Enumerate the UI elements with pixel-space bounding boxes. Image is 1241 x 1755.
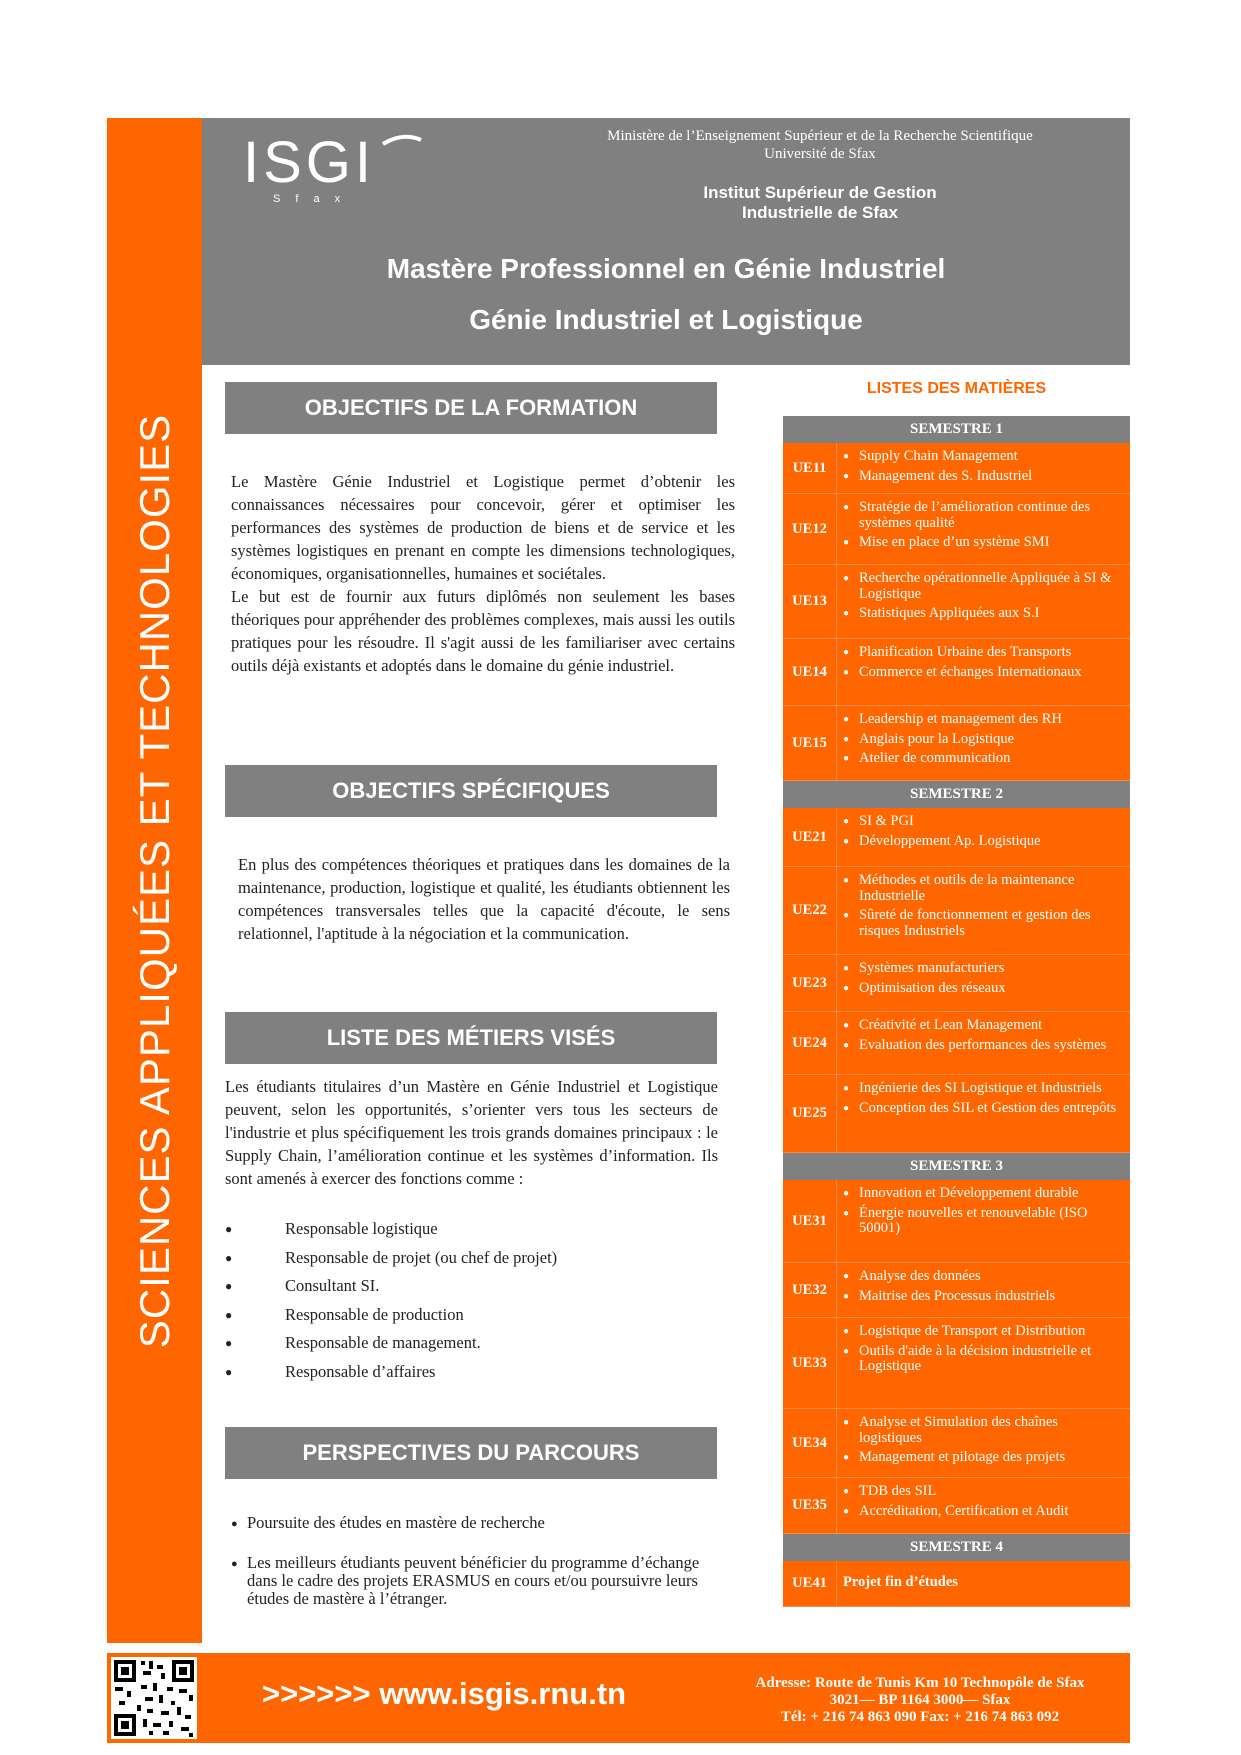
qr-code-icon[interactable] (111, 1657, 197, 1739)
institute-line1: Institut Supérieur de Gestion (703, 183, 937, 202)
program-title: Mastère Professionnel en Génie Industriel (386, 253, 946, 284)
ue-item: ● TDB des SIL (843, 1484, 1124, 1500)
ue-item: ● Recherche opérationnelle Appliquée à SI & Logistique (843, 571, 1124, 602)
ue-row (783, 443, 1130, 494)
specifiques-paragraph: En plus des compétences théoriques et pratiques dans les domaines de la maintenance, production, logistique et qualité, les étudiants obtiennent les compétences transversales telles que la capacité d'écoute, le sens relationnel, l'aptitude à la négociation et la communication. (238, 855, 730, 943)
ue-code: UE24 (783, 1012, 837, 1074)
semestre-header: SEMESTRE 3 (783, 1153, 1130, 1180)
ue-item: ● Accréditation, Certification et Audit (843, 1504, 1124, 1520)
ue-item: ● Planification Urbaine des Transports (843, 645, 1124, 661)
ue-row (783, 1478, 1130, 1534)
ue-items (837, 808, 1130, 866)
ministry-name: Ministère de l’Enseignement Supérieur et de la Recherche Scientifique (607, 128, 1033, 144)
ue-items (837, 1561, 1130, 1606)
address-line1: Adresse: Route de Tunis Km 10 Technopôle de Sfax (755, 1675, 1085, 1691)
ue-item: ● Conception des SIL et Gestion des entrepôts (843, 1101, 1124, 1117)
ue-code: UE12 (783, 494, 837, 564)
address-line2: 3021— BP 1164 3000— Sfax (829, 1692, 1011, 1708)
ue-item: ● Stratégie de l’amélioration continue des systèmes qualité (843, 500, 1124, 531)
ue-item: ● Mise en place d’un système SMI (843, 535, 1124, 551)
ue-row (783, 867, 1130, 955)
ue-code: UE23 (783, 955, 837, 1011)
side-title: SCIENCES APPLIQUÉES ET TECHNOLOGIES (130, 413, 178, 1348)
list-item: ● Responsable logistique (225, 1215, 718, 1244)
section-perspectives-header: PERSPECTIVES DU PARCOURS (225, 1427, 717, 1479)
side-band (107, 118, 202, 1643)
ue-row (783, 1409, 1130, 1478)
ue-row (783, 1561, 1130, 1607)
ue-item: ● Sûreté de fonctionnement et gestion des risques Industriels (843, 908, 1124, 939)
semestre-header: SEMESTRE 4 (783, 1534, 1130, 1561)
ue-code: UE33 (783, 1318, 837, 1408)
ue-item: ● Analyse et Simulation des chaînes logistiques (843, 1415, 1124, 1446)
logo-subtext: S f a x (273, 193, 347, 205)
ue-code: UE25 (783, 1075, 837, 1152)
ue-item: Projet fin d’études (843, 1574, 958, 1590)
ue-code: UE21 (783, 808, 837, 866)
list-item: ● Responsable de projet (ou chef de projet) (225, 1244, 718, 1273)
ue-items (837, 706, 1130, 780)
ue-items (837, 955, 1130, 1011)
semestre-header: SEMESTRE 1 (783, 416, 1130, 443)
matieres-table (783, 416, 1130, 1607)
ue-items (837, 565, 1130, 638)
ue-items (837, 443, 1130, 493)
ue-items (837, 494, 1130, 564)
ue-item: ● Leadership et management des RH (843, 712, 1124, 728)
ue-code: UE14 (783, 639, 837, 705)
ue-code: UE15 (783, 706, 837, 780)
objectifs-paragraph-2: Le but est de fournir aux futurs diplômés non seulement les bases théoriques pour appréhender des problèmes complexes, mais aussi les outils pratiques pour les résoudre. Il s'agit aussi de les familiariser avec certains outils déjà existants et adoptés dans le domaine du génie industriel. (231, 587, 735, 675)
ue-items (837, 1012, 1130, 1074)
ue-item: ● Management et pilotage des projets (843, 1450, 1124, 1466)
ue-item: ● Anglais pour la Logistique (843, 732, 1124, 748)
ue-item: ● Optimisation des réseaux (843, 981, 1124, 997)
ue-code: UE22 (783, 867, 837, 954)
ue-code: UE32 (783, 1263, 837, 1317)
ue-items (837, 1478, 1130, 1533)
ue-items (837, 1263, 1130, 1317)
ue-code: UE35 (783, 1478, 837, 1533)
ue-row (783, 1263, 1130, 1318)
list-item: ● Les meilleurs étudiants peuvent bénéficier du programme d’échange dans le cadre des projets ERASMUS en cours et/ou poursuivre leurs études de mastère à l’étranger. (229, 1554, 709, 1608)
website-link[interactable]: >>>>>> www.isgis.rnu.tn (262, 1676, 627, 1711)
ue-item: ● SI & PGI (843, 814, 1124, 830)
objectifs-text (231, 470, 735, 677)
contact-phone-fax: Tél: + 216 74 863 090 Fax: + 216 74 863 092 (780, 1709, 1060, 1725)
ue-item: ● Logistique de Transport et Distribution (843, 1324, 1124, 1340)
metiers-paragraph: Les étudiants titulaires d’un Mastère en Génie Industriel et Logistique peuvent, selon les opportunités, s’orienter vers tous les secteurs de l'industrie et plus spécifiquement les trois grands domaines principaux : le Supply Chain, l’amélioration continue et les systèmes d’information. Ils sont amenés à exercer des fonctions comme : (225, 1077, 718, 1188)
ue-item: ● Atelier de communication (843, 751, 1124, 767)
ue-row (783, 1180, 1130, 1263)
ue-item: ● Evaluation des performances des systèmes (843, 1038, 1124, 1054)
ue-items (837, 1180, 1130, 1262)
ue-items (837, 639, 1130, 705)
ue-code: UE11 (783, 443, 837, 493)
list-item: ● Poursuite des études en mastère de recherche (229, 1514, 709, 1532)
objectifs-paragraph-1: Le Mastère Génie Industriel et Logistique permet d’obtenir les connaissances nécessaires pour concevoir, gérer et optimiser les performances des systèmes de production de biens et de service et les systèmes logistiques en prenant en compte les dimensions technologiques, économiques, organisationnelles, humaines et sociétales. (231, 472, 735, 583)
section-metiers-header: LISTE DES MÉTIERS VISÉS (225, 1012, 717, 1064)
university-name: Université de Sfax (764, 146, 876, 162)
list-item: ● Responsable d’affaires (225, 1358, 718, 1387)
list-item: ● Consultant SI. (225, 1272, 718, 1301)
ue-code: UE13 (783, 565, 837, 638)
ue-row (783, 1012, 1130, 1075)
ue-item: ● Innovation et Développement durable (843, 1186, 1124, 1202)
ue-row (783, 494, 1130, 565)
section-objectifs-header: OBJECTIFS DE LA FORMATION (225, 382, 717, 434)
ue-row (783, 639, 1130, 706)
ue-code: UE31 (783, 1180, 837, 1262)
semestre-header: SEMESTRE 2 (783, 781, 1130, 808)
ue-row (783, 808, 1130, 867)
ue-item: ● Énergie nouvelles et renouvelable (ISO 50001) (843, 1206, 1124, 1237)
ue-item: ● Ingénierie des SI Logistique et Industriels (843, 1081, 1124, 1097)
ue-row (783, 1075, 1130, 1153)
metiers-list (225, 1215, 718, 1386)
list-item: ● Responsable de production (225, 1301, 718, 1330)
ue-item: ● Statistiques Appliquées aux S.I (843, 606, 1124, 622)
ue-item: ● Analyse des données (843, 1269, 1124, 1285)
ue-row (783, 706, 1130, 781)
ue-item: ● Supply Chain Management (843, 449, 1124, 465)
ue-item: ● Management des S. Industriel (843, 469, 1124, 485)
ue-item: ● Créativité et Lean Management (843, 1018, 1124, 1034)
logo-text: ISGI (243, 130, 376, 195)
ue-row (783, 955, 1130, 1012)
ue-item: ● Méthodes et outils de la maintenance Industrielle (843, 873, 1124, 904)
list-item: ● Responsable de management. (225, 1329, 718, 1358)
ue-item: ● Systèmes manufacturiers (843, 961, 1124, 977)
ue-row (783, 1318, 1130, 1409)
ue-code: UE34 (783, 1409, 837, 1477)
ue-row (783, 565, 1130, 639)
isgi-logo (243, 130, 423, 210)
ue-item: ● Maitrise des Processus industriels (843, 1289, 1124, 1305)
ue-items (837, 1318, 1130, 1408)
ue-items (837, 1075, 1130, 1152)
institute-line2: Industrielle de Sfax (742, 203, 898, 222)
section-specifiques-header: OBJECTIFS SPÉCIFIQUES (225, 765, 717, 817)
ue-item: ● Commerce et échanges Internationaux (843, 665, 1124, 681)
perspectives-list (229, 1514, 709, 1630)
matieres-title: LISTES DES MATIÈRES (866, 380, 1047, 397)
ue-items (837, 1409, 1130, 1477)
ue-code: UE41 (783, 1561, 837, 1606)
ue-item: ● Outils d'aide à la décision industrielle et Logistique (843, 1344, 1124, 1375)
program-subtitle: Génie Industriel et Logistique (469, 304, 863, 335)
ue-items (837, 867, 1130, 954)
ue-item: ● Développement Ap. Logistique (843, 834, 1124, 850)
